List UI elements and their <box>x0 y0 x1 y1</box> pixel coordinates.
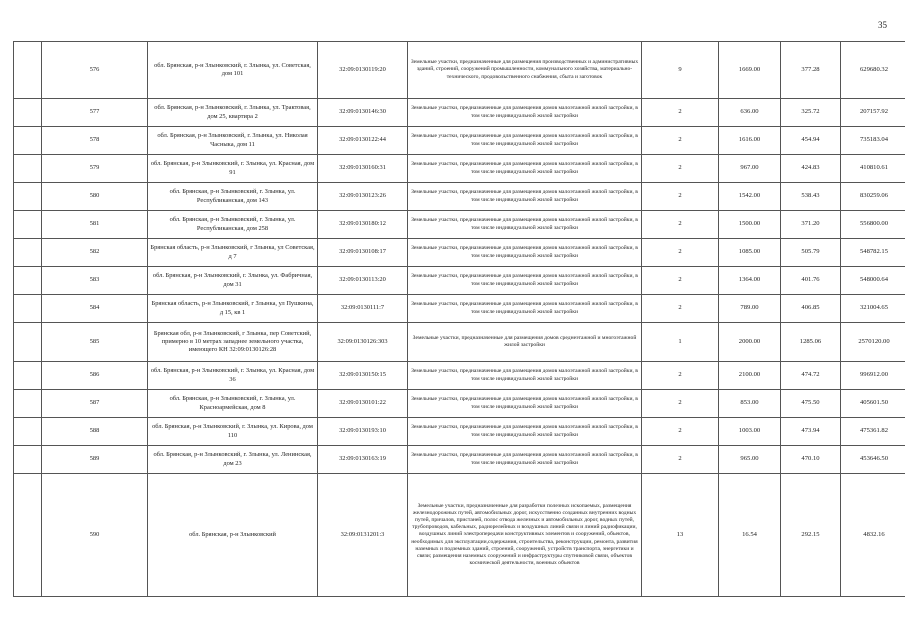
row-number: 585 <box>42 323 148 362</box>
address-cell: обл. Брянская, р-н Злынковский, г. Злынка, ул. Кирова, дом 110 <box>148 418 318 446</box>
cadastral-number: 32:09:0130111:7 <box>318 295 408 323</box>
row-margin-cell <box>14 42 42 99</box>
address-cell: обл. Брянская, р-н Злынковский, г. Злынка, ул. Республиканская, дом 258 <box>148 211 318 239</box>
area-cell: 16.54 <box>719 474 781 597</box>
area-cell: 967.00 <box>719 155 781 183</box>
area-cell: 789.00 <box>719 295 781 323</box>
row-margin-cell <box>14 155 42 183</box>
row-number: 587 <box>42 390 148 418</box>
address-cell: обл. Брянская, р-н Злынковский, г. Злынка, ул. Красная, дом 36 <box>148 362 318 390</box>
row-margin-cell <box>14 99 42 127</box>
row-number: 578 <box>42 127 148 155</box>
address-cell: обл. Брянская, р-н Злынковский, г. Злынка, ул. Николая Часныка, дом 11 <box>148 127 318 155</box>
row-margin-cell <box>14 474 42 597</box>
row-margin-cell <box>14 362 42 390</box>
area-cell: 1500.00 <box>719 211 781 239</box>
group-cell: 2 <box>642 183 719 211</box>
value-cell: 410810.61 <box>841 155 905 183</box>
rate-cell: 1285.06 <box>781 323 841 362</box>
cadastral-number: 32:09:0131201:3 <box>318 474 408 597</box>
purpose-cell: Земельные участки, предназначенные для размещения домов малоэтажной жилой застройки, в том числе индивидуальной жилой застройки <box>408 446 642 474</box>
purpose-cell: Земельные участки, предназначенные для размещения домов малоэтажной жилой застройки, в том числе индивидуальной жилой застройки <box>408 211 642 239</box>
row-margin-cell <box>14 295 42 323</box>
purpose-cell: Земельные участки, предназначенные для размещения домов малоэтажной жилой застройки, в том числе индивидуальной жилой застройки <box>408 183 642 211</box>
row-number: 590 <box>42 474 148 597</box>
value-cell: 548782.15 <box>841 239 905 267</box>
table-row <box>14 295 905 323</box>
value-cell: 2570120.00 <box>841 323 905 362</box>
value-cell: 207157.92 <box>841 99 905 127</box>
row-margin-cell <box>14 390 42 418</box>
group-cell: 2 <box>642 99 719 127</box>
area-cell: 1085.00 <box>719 239 781 267</box>
row-margin-cell <box>14 211 42 239</box>
value-cell: 548000.64 <box>841 267 905 295</box>
cadastral-number: 32:09:0130180:12 <box>318 211 408 239</box>
cadastral-number: 32:09:0130160:31 <box>318 155 408 183</box>
table-row <box>14 390 905 418</box>
row-margin-cell <box>14 446 42 474</box>
address-cell: Брянская область, р-н Злынковский, г Злынка, ул Советская, д 7 <box>148 239 318 267</box>
rate-cell: 538.43 <box>781 183 841 211</box>
group-cell: 9 <box>642 42 719 99</box>
area-cell: 2000.00 <box>719 323 781 362</box>
purpose-cell: Земельные участки, предназначенные для размещения домов малоэтажной жилой застройки, в том числе индивидуальной жилой застройки <box>408 418 642 446</box>
group-cell: 2 <box>642 362 719 390</box>
address-cell: обл. Брянская, р-н Злынковский, г. Злынка, ул. Красная, дом 91 <box>148 155 318 183</box>
value-cell: 405601.50 <box>841 390 905 418</box>
cadastral-number: 32:09:0130163:19 <box>318 446 408 474</box>
row-margin-cell <box>14 127 42 155</box>
group-cell: 2 <box>642 267 719 295</box>
cadastral-number: 32:09:0130101:22 <box>318 390 408 418</box>
purpose-cell: Земельные участки, предназначенные для размещения домов малоэтажной жилой застройки, в том числе индивидуальной жилой застройки <box>408 267 642 295</box>
purpose-cell: Земельные участки, предназначенные для размещения домов среднеэтажной и многоэтажной жилой застройки <box>408 323 642 362</box>
address-cell: обл. Брянская, р-н Злынковский, г. Злынка, ул. Ленинская, дом 23 <box>148 446 318 474</box>
value-cell: 629680.32 <box>841 42 905 99</box>
group-cell: 2 <box>642 390 719 418</box>
row-margin-cell <box>14 418 42 446</box>
address-cell: обл. Брянская, р-н Злынковский, г. Злынка, ул. Советская, дом 101 <box>148 42 318 99</box>
address-cell: обл. Брянская, р-н Злынковский, г. Злынка, ул. Красноармейская, дом 8 <box>148 390 318 418</box>
group-cell: 2 <box>642 127 719 155</box>
address-cell: обл. Брянская, р-н Злынковский, г. Злынка, ул. Трактовая, дом 25, квартира 2 <box>148 99 318 127</box>
table-row <box>14 155 905 183</box>
table-row <box>14 42 905 99</box>
value-cell: 830259.06 <box>841 183 905 211</box>
group-cell: 2 <box>642 211 719 239</box>
row-number: 588 <box>42 418 148 446</box>
value-cell: 996912.00 <box>841 362 905 390</box>
cadastral-number: 32:09:0130113:20 <box>318 267 408 295</box>
row-margin-cell <box>14 267 42 295</box>
purpose-cell: Земельные участки, предназначенные для размещения домов малоэтажной жилой застройки, в том числе индивидуальной жилой застройки <box>408 239 642 267</box>
group-cell: 2 <box>642 295 719 323</box>
purpose-cell: Земельные участки, предназначенные для размещения производственных и административных зданий, строений, сооружений промышленности, коммунального хозяйства, материально-технического, продовольственного снабжения, сбыта и заготовок <box>408 42 642 99</box>
table-row <box>14 99 905 127</box>
group-cell: 1 <box>642 323 719 362</box>
table-row <box>14 323 905 362</box>
row-margin-cell <box>14 323 42 362</box>
group-cell: 2 <box>642 155 719 183</box>
cadastral-number: 32:09:0130119:20 <box>318 42 408 99</box>
row-number: 576 <box>42 42 148 99</box>
rate-cell: 505.79 <box>781 239 841 267</box>
rate-cell: 475.50 <box>781 390 841 418</box>
area-cell: 1616.00 <box>719 127 781 155</box>
value-cell: 556800.00 <box>841 211 905 239</box>
page-number: 35 <box>878 20 887 30</box>
group-cell: 2 <box>642 446 719 474</box>
cadastral-number: 32:09:0130193:10 <box>318 418 408 446</box>
purpose-cell: Земельные участки, предназначенные для размещения домов малоэтажной жилой застройки, в том числе индивидуальной жилой застройки <box>408 295 642 323</box>
table-row <box>14 127 905 155</box>
land-registry-table <box>13 41 905 597</box>
row-number: 579 <box>42 155 148 183</box>
value-cell: 475361.82 <box>841 418 905 446</box>
row-number: 583 <box>42 267 148 295</box>
rate-cell: 292.15 <box>781 474 841 597</box>
rate-cell: 377.28 <box>781 42 841 99</box>
row-number: 580 <box>42 183 148 211</box>
row-number: 581 <box>42 211 148 239</box>
area-cell: 1364.00 <box>719 267 781 295</box>
table-row <box>14 446 905 474</box>
rate-cell: 406.85 <box>781 295 841 323</box>
cadastral-number: 32:09:0130122:44 <box>318 127 408 155</box>
area-cell: 1003.00 <box>719 418 781 446</box>
address-cell: Брянская область, р-н Злынковский, г Злынка, ул Пушкина, д 15, кв 1 <box>148 295 318 323</box>
row-number: 582 <box>42 239 148 267</box>
rate-cell: 473.94 <box>781 418 841 446</box>
area-cell: 1542.00 <box>719 183 781 211</box>
row-number: 577 <box>42 99 148 127</box>
area-cell: 965.00 <box>719 446 781 474</box>
area-cell: 1669.00 <box>719 42 781 99</box>
cadastral-number: 32:09:0130126:303 <box>318 323 408 362</box>
row-margin-cell <box>14 183 42 211</box>
rate-cell: 454.94 <box>781 127 841 155</box>
area-cell: 636.00 <box>719 99 781 127</box>
cadastral-number: 32:09:0130150:15 <box>318 362 408 390</box>
purpose-cell: Земельные участки, предназначенные для размещения домов малоэтажной жилой застройки, в том числе индивидуальной жилой застройки <box>408 99 642 127</box>
value-cell: 453646.50 <box>841 446 905 474</box>
purpose-cell: Земельные участки, предназначенные для размещения домов малоэтажной жилой застройки, в том числе индивидуальной жилой застройки <box>408 127 642 155</box>
table-row <box>14 418 905 446</box>
rate-cell: 325.72 <box>781 99 841 127</box>
rate-cell: 474.72 <box>781 362 841 390</box>
purpose-cell: Земельные участки, предназначенные для размещения домов малоэтажной жилой застройки, в том числе индивидуальной жилой застройки <box>408 362 642 390</box>
area-cell: 853.00 <box>719 390 781 418</box>
row-number: 586 <box>42 362 148 390</box>
rate-cell: 470.10 <box>781 446 841 474</box>
table-row <box>14 183 905 211</box>
value-cell: 735183.04 <box>841 127 905 155</box>
address-cell: обл. Брянская, р-н Злынковский, г. Злынка, ул. Фабричная, дом 31 <box>148 267 318 295</box>
cadastral-number: 32:09:0130123:26 <box>318 183 408 211</box>
purpose-cell: Земельные участки, предназначенные для размещения домов малоэтажной жилой застройки, в том числе индивидуальной жилой застройки <box>408 390 642 418</box>
cadastral-number: 32:09:0130108:17 <box>318 239 408 267</box>
address-cell: Брянская обл, р-н Злынковский, г Злынка, пер Советский, примерно в 10 метрах западнее земельного участка, имеющего КН 32:09:0130126:28 <box>148 323 318 362</box>
cadastral-number: 32:09:0130146:30 <box>318 99 408 127</box>
row-margin-cell <box>14 239 42 267</box>
group-cell: 13 <box>642 474 719 597</box>
address-cell: обл. Брянская, р-н Злынковский <box>148 474 318 597</box>
table-row <box>14 267 905 295</box>
area-cell: 2100.00 <box>719 362 781 390</box>
rate-cell: 371.20 <box>781 211 841 239</box>
table-row <box>14 362 905 390</box>
row-number: 584 <box>42 295 148 323</box>
group-cell: 2 <box>642 239 719 267</box>
purpose-cell: Земельные участки, предназначенные для разработки полезных ископаемых, размещения железнодорожных путей, автомобильных дорог, искусственно созданных внутренних водных путей, причалов, пристаней, полос отвода железных и автомобильных дорог, водных путей, трубопроводов, кабельных, радиорелейных и воздушных линий связи и линий радиофикации, воздушных линий электропередачи конструктивных элементов и сооружений, объектов, необходимых для эксплуатации,содержания, строительства, реконструкции, ремонта, развития наземных и подземных зданий, строений, сооружений, устройств транспорта, энергетики и связи; размещения наземных сооружений и инфраструктуры спутниковой связи, объектов космической деятельности, военных объектов <box>408 474 642 597</box>
rate-cell: 401.76 <box>781 267 841 295</box>
row-number: 589 <box>42 446 148 474</box>
table-row <box>14 239 905 267</box>
rate-cell: 424.83 <box>781 155 841 183</box>
value-cell: 321004.65 <box>841 295 905 323</box>
address-cell: обл. Брянская, р-н Злынковский, г. Злынка, ул. Республиканская, дом 143 <box>148 183 318 211</box>
table-row <box>14 211 905 239</box>
group-cell: 2 <box>642 418 719 446</box>
value-cell: 4832.16 <box>841 474 905 597</box>
purpose-cell: Земельные участки, предназначенные для размещения домов малоэтажной жилой застройки, в том числе индивидуальной жилой застройки <box>408 155 642 183</box>
table-row <box>14 474 905 597</box>
